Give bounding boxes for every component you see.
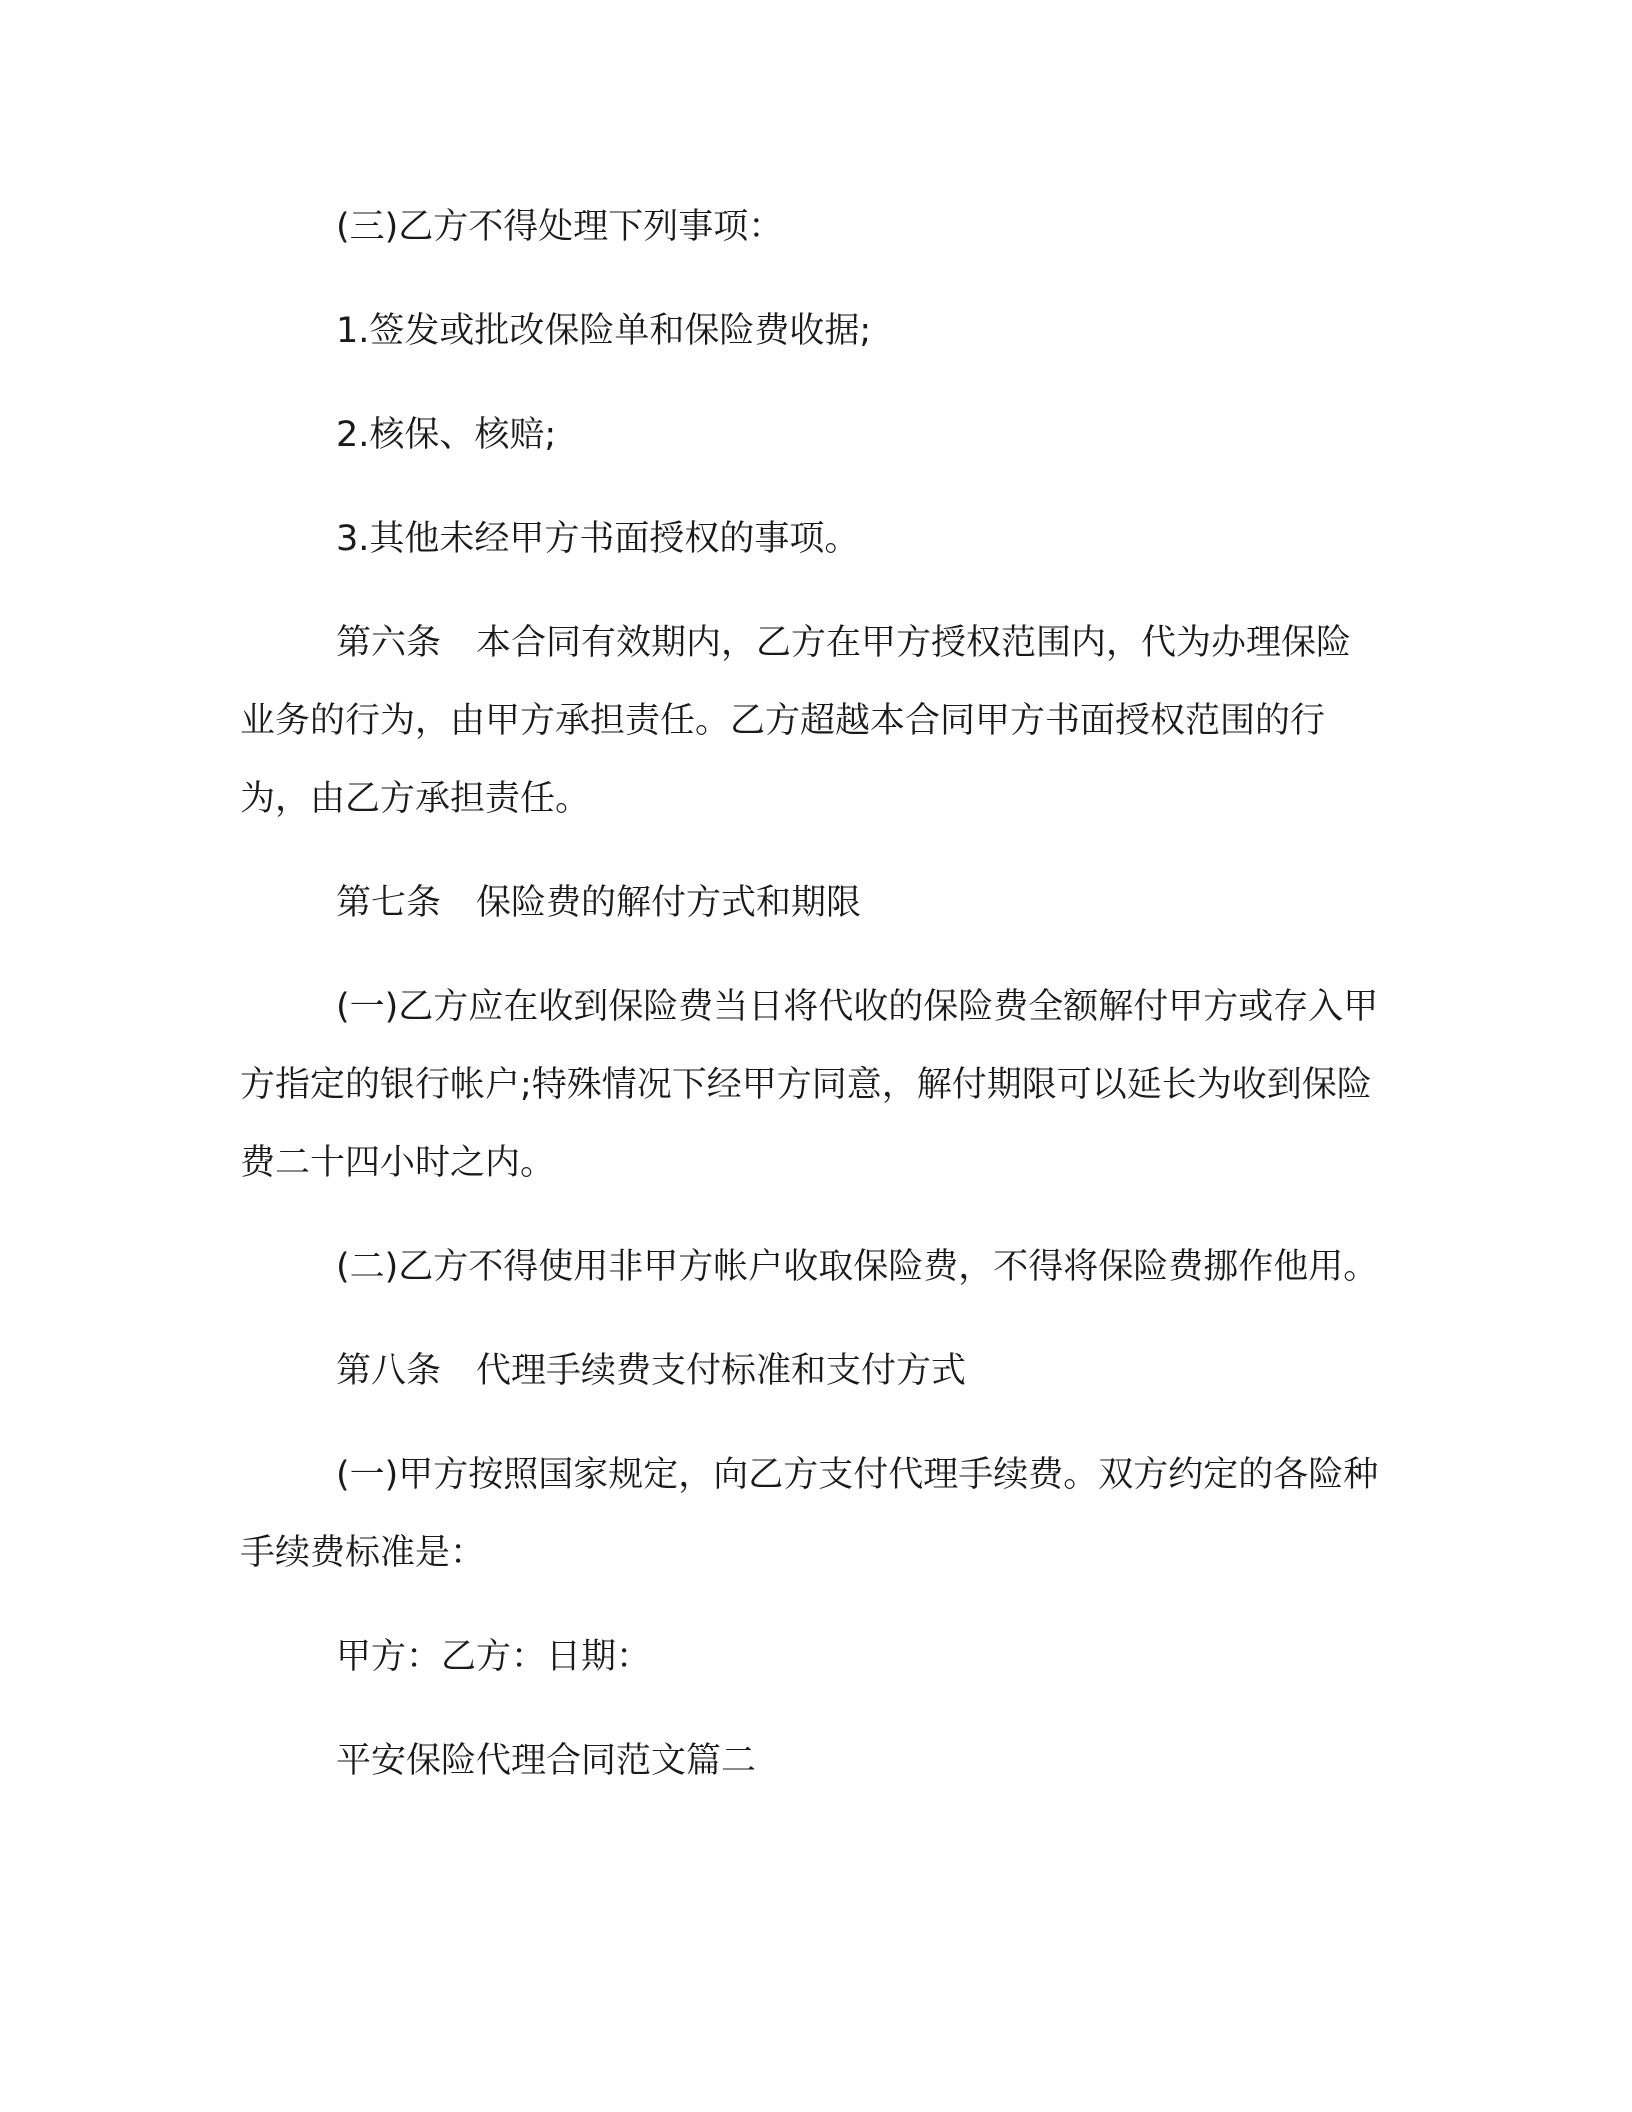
article-7-item-2: (二)乙方不得使用非甲方帐户收取保险费，不得将保险费挪作他用。: [336, 1247, 1379, 1287]
article-6: 第六条 本合同有效期内，乙方在甲方授权范围内，代为办理保险业务的行为，由甲方承担责任。乙方超越本合同甲方书面授权范围的行为，由乙方承担责任。: [240, 623, 1352, 819]
paragraph-gap: [240, 1202, 1380, 1228]
paragraph-gap: [240, 838, 1380, 864]
paragraph-gap: [240, 266, 1380, 292]
signature-line: 甲方：乙方：日期：: [336, 1637, 652, 1677]
paragraph-gap: [240, 370, 1380, 396]
paragraph-gap: [240, 1592, 1380, 1618]
paragraph-gap: [240, 1306, 1380, 1332]
paragraph-item-1-sign: 1.签发或批改保险单和保险费收据;: [336, 311, 872, 351]
paragraph-gap: [240, 1410, 1380, 1436]
document-body: [240, 188, 1380, 1800]
article-7-item-1: (一)乙方应在收到保险费当日将代收的保险费全额解付甲方或存入甲方指定的银行帐户;特殊情况下经甲方同意，解付期限可以延长为收到保险费二十四小时之内。: [240, 987, 1379, 1183]
paragraph-item-3-other: 3.其他未经甲方书面授权的事项。: [336, 519, 860, 559]
paragraph-gap: [240, 942, 1380, 968]
article-7-heading: 第七条 保险费的解付方式和期限: [336, 883, 862, 923]
paragraph-gap: [240, 1696, 1380, 1722]
section-title: 平安保险代理合同范文篇二: [336, 1741, 757, 1781]
article-8-heading: 第八条 代理手续费支付标准和支付方式: [336, 1351, 967, 1391]
paragraph-gap: [240, 578, 1380, 604]
paragraph-gap: [240, 474, 1380, 500]
paragraph-item-3: (三)乙方不得处理下列事项：: [336, 207, 784, 247]
article-8-item-1: (一)甲方按照国家规定，向乙方支付代理手续费。双方约定的各险种手续费标准是：: [240, 1455, 1379, 1573]
paragraph-item-2-underwrite: 2.核保、核赔;: [336, 415, 557, 455]
